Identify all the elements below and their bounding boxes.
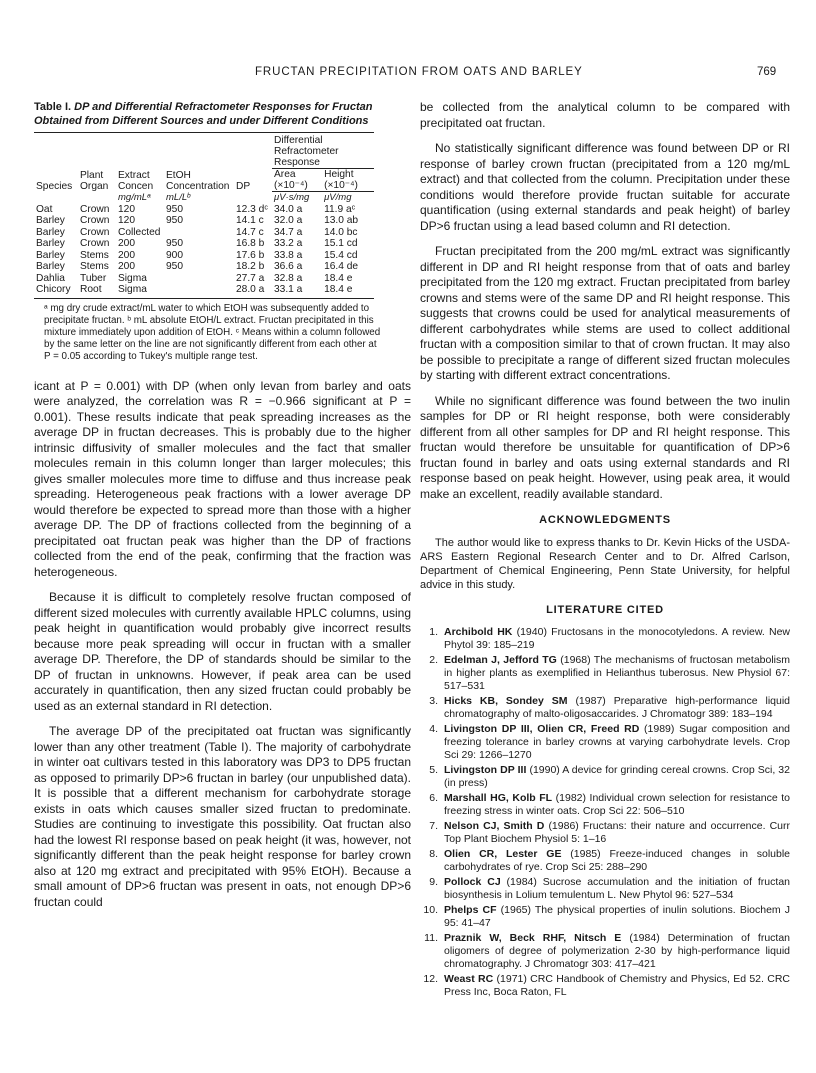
unit-height: μV/mg: [324, 192, 352, 203]
reference-author: Livingston DP III, Olien CR, Freed RD: [444, 723, 640, 735]
reference-item: [420, 723, 790, 762]
reference-author: Hicks KB, Sondey SM: [444, 695, 568, 707]
table-cell-etoh: 950: [166, 215, 183, 226]
reference-item: [420, 973, 790, 999]
table-row: [34, 273, 374, 285]
acknowledgments-paragraph: The author would like to express thanks to Dr. Kevin Hicks of the USDA-ARS Eastern Regional Research Center and to Dr. Alfred Carlson, Department of Chemical Engineering, Penn State University, for helpful advice in this study.: [420, 537, 790, 591]
reference-number: 8.: [429, 848, 438, 860]
col-header-plant-organ: Plant Organ: [80, 169, 109, 192]
reference-number: 6.: [429, 792, 438, 804]
table-cell-organ: Crown: [80, 226, 110, 238]
table-cell-height: 15.1 cd: [324, 238, 358, 249]
reference-text: (1940) Fructosans in the monocotyledons. A review. New Phytol 39: 185–219: [444, 626, 790, 651]
table-footnotes: ᵃ mg dry crude extract/mL water to which EtOH was subsequently added to precipitate fructan. ᵇ mL absolute EtOH/L extract. Fructan precipitated in this mixture immediately upon addition of EtOH. ᶜ Means within a column followed by the same letter on the line are not significantly different from each other at P = 0.05 according to Tukey's multiple range test.: [44, 302, 381, 362]
table-cell-dp: 18.2 b: [236, 261, 265, 272]
table-cell-extract: Sigma: [118, 272, 147, 284]
table-cell-etoh: [164, 273, 234, 285]
paragraph: icant at P = 0.001) with DP (when only levan from barley and oats were analyzed, the correlation was R = −0.966 significant at P = 0.001). These results indicate that peak spreading increases as the average DP in fructan decreases. This is probably due to the higher intrinsic diffusivity of smaller molecules and the fact that smaller molecules remain in this column longer than larger molecules; this gives smaller molecules more time to diffuse and thus increase peak spreading. Heterogeneous peak fractions with a lower average DP would therefore be expected to spread more than those with a higher average DP. The DP of fractions collected from the beginning of a precipitated oat fructan peak was higher than the DP of fractions collected from the end of the peak, confirming that the fraction was heterogeneous.: [34, 378, 411, 579]
paragraph: No statistically significant difference was found between DP or RI response of barley crown fructan (precipitated from a 120 mg/mL extract) and that collected from the column. Precipitation under these conditions would therefore provide fructan suitable for accurate quantification (using external standards and peak height) of barley DP>6 fructan using a lead based column and RI detection.: [420, 141, 790, 233]
table-row: [34, 284, 374, 298]
table-cell-etoh: [164, 284, 234, 298]
reference-text: (1971) CRC Handbook of Chemistry and Physics, Ed 52. CRC Press Inc, Boca Raton, FL: [444, 973, 790, 998]
table-cell-etoh: 900: [166, 249, 183, 261]
table-cell-etoh: 950: [166, 261, 183, 272]
table-cell-extract: 200: [118, 238, 135, 249]
col-header-area: Area (×10⁻⁴): [272, 169, 322, 192]
table-cell-etoh: [164, 227, 234, 239]
reference-author: Marshall HG, Kolb FL: [444, 792, 553, 804]
reference-text: (1965) The physical properties of inulin solutions. Biochem J 95: 41–47: [444, 904, 791, 929]
table-cell-dp: 17.6 b: [236, 249, 265, 261]
table-cell-organ: Root: [78, 284, 116, 298]
table-cell-species: Barley: [36, 226, 65, 238]
reference-item: [420, 876, 790, 902]
reference-item: [420, 932, 790, 971]
reference-text: (1982) Individual crown selection for resistance to freezing stress in winter oats. Crop Sci 22: 506–510: [444, 792, 790, 817]
paragraph: be collected from the analytical column to be compared with precipitated oat fructan.: [420, 100, 790, 130]
reference-number: 1.: [429, 626, 438, 638]
reference-text: (1987) Preparative high-performance liquid chromatography of malto-oligosaccarides. J Chromatogr 389: 183–194: [444, 695, 791, 720]
table-cell-organ: Tuber: [80, 272, 107, 284]
reference-item: [420, 695, 790, 721]
table-row: [34, 227, 374, 239]
table-row: [34, 261, 374, 273]
table-row: [34, 250, 374, 262]
reference-text: (1984) Sucrose accumulation and the initiation of fructan biosynthesis in Lolium temulentum L. New Phytol 96: 527–534: [444, 876, 790, 901]
table-cell-area: 32.0 a: [274, 215, 303, 226]
acknowledgments-heading: ACKNOWLEDGMENTS: [539, 514, 671, 526]
table-cell-species: Barley: [36, 238, 65, 249]
unit-etoh: mL/Lᵇ: [166, 191, 191, 203]
table-cell-etoh: 950: [166, 203, 183, 215]
reference-number: 2.: [429, 654, 438, 666]
col-header-etoh: EtOH Concentration: [166, 169, 230, 192]
reference-author: Phelps CF: [444, 904, 497, 916]
reference-number: 12.: [423, 973, 438, 985]
table-cell-height: 11.9 aᶜ: [324, 203, 356, 215]
table-cell-organ: Stems: [80, 261, 109, 272]
reference-text: (1986) Fructans: their nature and occurrence. Curr Top Plant Biochem Physiol 5: 1–16: [444, 820, 791, 845]
reference-item: [420, 904, 790, 930]
reference-item: [420, 792, 790, 818]
left-column: [34, 100, 411, 920]
table-cell-extract: 200: [118, 261, 135, 272]
data-table: [34, 132, 374, 299]
table-cell-height: 14.0 bc: [324, 226, 358, 238]
table-cell-extract: 120: [118, 215, 135, 226]
reference-number: 11.: [424, 932, 438, 944]
unit-area: μV·s/mg: [274, 192, 310, 203]
col-header-dp: DP: [236, 180, 251, 192]
reference-author: Livingston DP III: [444, 764, 527, 776]
reference-item: [420, 820, 790, 846]
table-cell-species: Chicory: [34, 284, 78, 298]
table-cell-area: 34.0 a: [274, 203, 303, 215]
table-cell-species: Dahlia: [36, 272, 65, 284]
table-cell-species: Barley: [36, 215, 65, 226]
reference-number: 10.: [423, 904, 438, 916]
table-cell-organ: Crown: [80, 238, 110, 249]
table-cell-height: 18.4 e: [322, 284, 374, 298]
reference-author: Weast RC: [444, 973, 494, 985]
reference-text: (1990) A device for grinding cereal crowns. Crop Sci, 32 (in press): [444, 764, 790, 789]
right-column: [420, 100, 790, 1001]
table-cell-organ: Crown: [80, 215, 110, 226]
table-cell-dp: 12.3 dᶜ: [236, 203, 268, 215]
running-title: FRUCTAN PRECIPITATION FROM OATS AND BARLEY: [255, 66, 583, 78]
col-header-species: Species: [36, 180, 73, 192]
table-cell-area: 34.7 a: [274, 226, 303, 238]
table-cell-dp: 27.7 a: [236, 272, 265, 284]
table-caption-text: DP and Differential Refractometer Responses for Fructan Obtained from Different Sources and under Different Conditions: [34, 101, 373, 127]
right-body-text: [420, 100, 790, 502]
table-cell-height: 15.4 cd: [324, 249, 358, 261]
table-cell-dp: 14.1 c: [236, 215, 264, 226]
paragraph: Because it is difficult to completely resolve fructan composed of different sized molecules with currently available HPLC columns, using peak height in quantification would probably give incorrect results because more peak spreading will occur in fructan with a smaller average DP. Therefore, the DP of standards should be similar to the DP of fructan in unknowns. However, if peak area can be used accurately in quantification, then any sized fructan could probably be used as an external standard in RI detection.: [34, 590, 411, 713]
table-cell-extract: Collected: [118, 226, 161, 238]
reference-item: [420, 654, 790, 693]
table-cell-area: 33.8 a: [274, 249, 303, 261]
page-number: 769: [757, 66, 777, 78]
reference-author: Praznik W, Beck RHF, Nitsch E: [444, 932, 622, 944]
table-cell-extract: Sigma: [116, 284, 164, 298]
table-cell-height: 18.4 e: [324, 272, 353, 284]
table-label: Table I.: [34, 101, 72, 113]
reference-number: 7.: [429, 820, 438, 832]
reference-text: (1989) Sugar composition and freezing tolerance in barley crowns at varying carbohydrate levels. Crop Sci 29: 1266–1270: [444, 723, 790, 761]
reference-number: 4.: [429, 723, 438, 735]
table-row: [34, 215, 374, 227]
table-cell-area: 32.8 a: [274, 272, 303, 284]
paragraph: The average DP of the precipitated oat fructan was significantly lower than any other treatment (Table I). The majority of carbohydrate in winter oat cultivars tested in this laboratory was DP3 to DP5 fructan as opposed to primarily DP>6 fructan in barley (our unpublished data). It is possible that a different mechanism for carbohydrate storage exists in oats which causes smaller sized fructan to predominate. Studies are continuing to investigate this possibility. Oat fructan also had the lowest RI response based on peak height (it was, however, not significantly different than the peak height response for barley crown also at 120 mg extract and precipitated with 95% EtOH). Because a small amount of DP>6 fructan was present in oats, not enough DP>6 fructan could: [34, 724, 411, 909]
reference-list: [420, 626, 790, 999]
table-cell-area: 33.2 a: [274, 238, 303, 249]
reference-text: (1968) The mechanisms of fructosan metabolism in higher plants as exemplified in Helianthus tuberosus. New Physiol 67: 517–531: [444, 654, 790, 692]
table-cell-etoh: 950: [166, 238, 183, 249]
reference-number: 3.: [429, 695, 438, 707]
reference-item: [420, 764, 790, 790]
reference-author: Pollock CJ: [444, 876, 501, 888]
table-body: [34, 204, 374, 299]
table-cell-dp: 28.0 a: [234, 284, 272, 298]
table-cell-organ: Stems: [80, 249, 109, 261]
table-cell-species: Barley: [36, 261, 65, 272]
reference-number: 9.: [429, 876, 438, 888]
table-cell-area: 36.6 a: [274, 261, 303, 272]
table-cell-extract: 200: [118, 249, 135, 261]
reference-text: (1984) Determination of fructan oligomers of degree of polymerization 2-30 by high-performance liquid chromatography. J Chromatogr 303: 417–421: [444, 932, 791, 970]
table-cell-organ: Crown: [80, 203, 110, 215]
left-body-text: [34, 379, 411, 911]
table-cell-species: Oat: [36, 203, 53, 215]
table-cell-area: 33.1 a: [272, 284, 322, 298]
reference-text: (1985) Freeze-induced changes in soluble carbohydrates of rye. Crop Sci 25: 288–290: [444, 848, 791, 873]
unit-extract: mg/mLᵃ: [118, 191, 151, 203]
reference-author: Archibold HK: [444, 626, 513, 638]
table-cell-dp: 14.7 c: [236, 226, 264, 238]
col-header-extract: Extract Concen: [118, 169, 154, 192]
paragraph: While no significant difference was found between the two inulin samples for DP or RI height response, both were considerably different from all other samples for DP and RI height response. This fructan would therefore be unsuitable for quantification of DP>6 fructan found in barley and oats using external standards and RI response based on peak height. However, using peak area, it would make an excellent, readily available standard.: [420, 393, 790, 501]
reference-item: [420, 626, 790, 652]
table-cell-height: 16.4 de: [324, 261, 359, 272]
reference-author: Edelman J, Jefford TG: [444, 654, 557, 666]
table-cell-extract: 120: [118, 203, 135, 215]
col-header-height: Height (×10⁻⁴): [322, 169, 374, 192]
table-row: [34, 238, 374, 250]
table-row: [34, 204, 374, 216]
acknowledgments-text: [420, 536, 790, 592]
reference-author: Nelson CJ, Smith D: [444, 820, 545, 832]
table-cell-height: 13.0 ab: [324, 215, 359, 226]
reference-author: Olien CR, Lester GE: [444, 848, 562, 860]
reference-item: [420, 848, 790, 874]
col-header-response: Differential Refractometer Response: [272, 133, 374, 169]
units-row: [34, 192, 374, 204]
table-caption: [34, 100, 411, 128]
paragraph: Fructan precipitated from the 200 mg/mL extract was significantly different in DP and RI height response from that of oats and barley precipitated from the 120 mg extract. Fructan precipitated from barley crowns and stems were of the same DP and RI height response. This suggests that crowns could be used for analytical measurements of different carbohydrates while stems are used to collect additional fructan with a composition similar to that of crown fructan. It may also be possible to precipitate a range of different sized fructan molecules by starting with different extract concentrations.: [420, 244, 790, 382]
table-cell-dp: 16.8 b: [236, 238, 265, 249]
table-cell-species: Barley: [36, 249, 65, 261]
literature-heading: LITERATURE CITED: [546, 604, 664, 616]
reference-number: 5.: [429, 764, 438, 776]
